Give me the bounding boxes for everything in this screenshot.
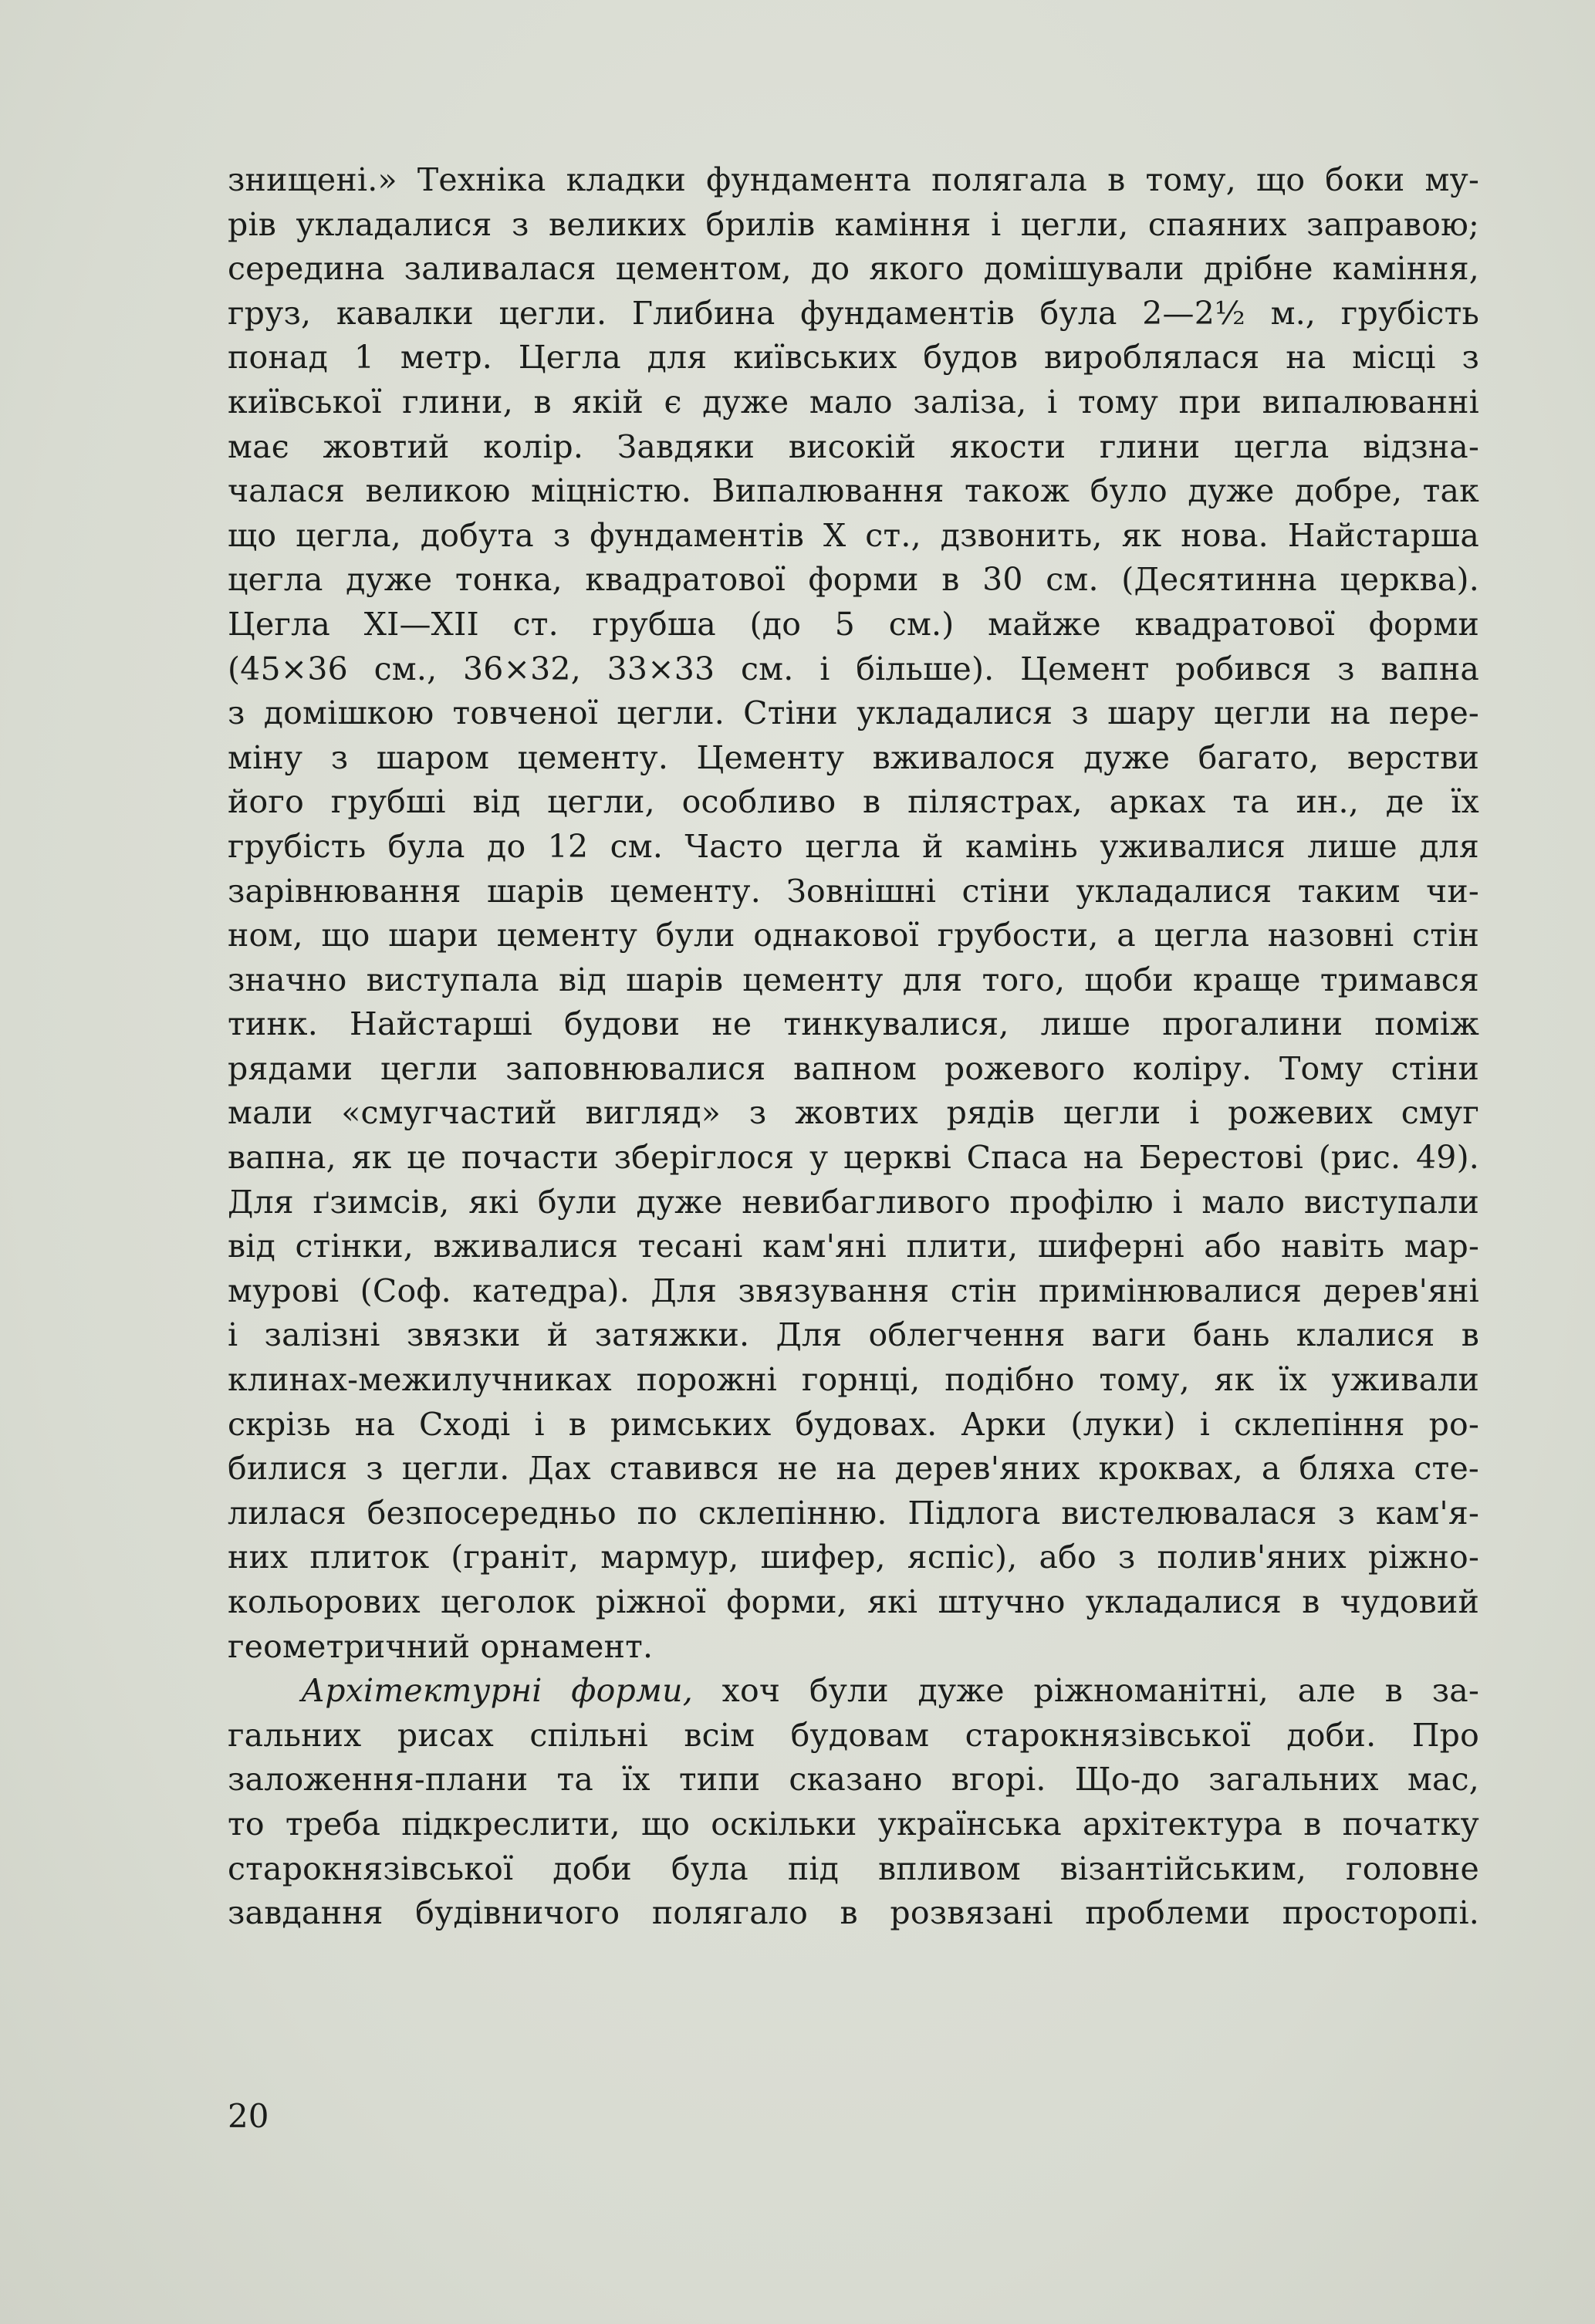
text-line: і залізні звязки й затяжки. Для облегчення ваги бань клалися в	[228, 1316, 1479, 1354]
text-line: ном, що шари цементу були однакової грубости, а цегла назовні стін	[228, 917, 1479, 954]
page-number: 20	[228, 2097, 269, 2135]
text-line: міну з шаром цементу. Цементу вживалося дуже багато, верстви	[228, 738, 1479, 776]
text-line	[228, 1669, 1479, 1714]
text-line: цегла дуже тонка, квадратової форми в 30 см. (Десятинна церква).	[228, 561, 1479, 599]
text-line: має жовтий колір. Завдяки високій якости глини цегла відзна-	[228, 427, 1479, 465]
text-line: його грубші від цегли, особливо в пілястрах, арках та ин., де їх	[228, 783, 1479, 821]
text-span: хоч були дуже ріжноманітні, але в за-	[692, 1672, 1479, 1710]
text-line: київської глини, в якій є дуже мало заліза, і тому при випалюванні	[228, 383, 1479, 421]
body-text	[228, 158, 1479, 1936]
text-line: мали «смугчастий вигляд» з жовтих рядів цегли і рожевих смуг	[228, 1094, 1479, 1132]
text-line: значно виступала від шарів цементу для того, щоби краще тримався	[228, 961, 1479, 998]
text-line: (45×36 см., 36×32, 33×33 см. і більше). Цемент робився з вапна	[228, 650, 1479, 687]
text-line: рів укладалися з великих брилів каміння і цегли, спаяних заправою;	[228, 205, 1479, 243]
text-line: середина заливалася цементом, до якого домішували дрібне каміння,	[228, 250, 1479, 288]
text-line: Для ґзимсів, які були дуже невибагливого профілю і мало виступали	[228, 1183, 1479, 1221]
text-line: скрізь на Сході і в римських будовах. Арки (луки) і склепіння ро-	[228, 1405, 1479, 1443]
text-line: завдання будівничого полягало в розвязані проблеми просторопі.	[228, 1894, 1479, 1932]
text-line: мурові (Соф. катедра). Для звязування стін примінювалися дерев'яні	[228, 1272, 1479, 1309]
text-line: понад 1 метр. Цегла для київських будов вироблялася на місці з	[228, 339, 1479, 377]
text-line: геометричний орнамент.	[228, 1627, 654, 1665]
text-line: то треба підкреслити, що оскільки українська архітектура в початку	[228, 1805, 1479, 1843]
text-line: що цегла, добута з фундаментів X ст., дзвонить, як нова. Найстарша	[228, 516, 1479, 554]
text-line: них плиток (граніт, мармур, шифер, яспіс), або з полив'яних ріжно-	[228, 1539, 1479, 1576]
text-line: з домішкою товченої цегли. Стіни укладалися з шару цегли на пере-	[228, 694, 1479, 732]
text-line: чалася великою міцністю. Випалювання також було дуже добре, так	[228, 472, 1479, 510]
text-line: грубість була до 12 см. Часто цегла й камінь уживалися лише для	[228, 827, 1479, 865]
text-line: клинах-межилучниках порожні горнці, подібно тому, як їх уживали	[228, 1361, 1479, 1399]
text-line: зарівнювання шарів цементу. Зовнішні стіни укладалися таким чи-	[228, 872, 1479, 910]
paragraph-2	[228, 1669, 1479, 1936]
text-line: груз, кавалки цегли. Глибина фундаментів була 2—2½ м., грубість	[228, 294, 1479, 332]
text-line: від стінки, вживалися тесані кам'яні плити, шиферні або навіть мар-	[228, 1228, 1479, 1265]
text-line: кольорових цеголок ріжної форми, які штучно укладалися в чудовий	[228, 1583, 1479, 1620]
italic-heading: Архітектурні форми,	[301, 1672, 693, 1710]
text-line: лилася безпосередньо по склепінню. Підлога вистелювалася з кам'я-	[228, 1494, 1479, 1532]
text-line: рядами цегли заповнювалися вапном рожевого коліру. Тому стіни	[228, 1049, 1479, 1087]
text-line: старокнязівської доби була під впливом візантійським, головне	[228, 1849, 1479, 1887]
text-line: заложення-плани та їх типи сказано вгорі. Що-до загальних мас,	[228, 1761, 1479, 1799]
text-line: знищені.» Техніка кладки фундамента полягала в тому, що боки му-	[228, 161, 1479, 198]
text-line: тинк. Найстарші будови не тинкувалися, лише прогалини поміж	[228, 1005, 1479, 1043]
text-line: Цегла XI—XII ст. грубша (до 5 см.) майже квадратової форми	[228, 605, 1479, 643]
text-line: гальних рисах спільні всім будовам старокнязівської доби. Про	[228, 1716, 1479, 1754]
text-line: вапна, як це почасти зберіглося у церкві Спаса на Берестові (рис. 49).	[228, 1139, 1479, 1177]
paragraph-1	[228, 158, 1479, 1669]
text-line: билися з цегли. Дах ставився не на дерев'яних кроквах, а бляха сте-	[228, 1450, 1479, 1488]
